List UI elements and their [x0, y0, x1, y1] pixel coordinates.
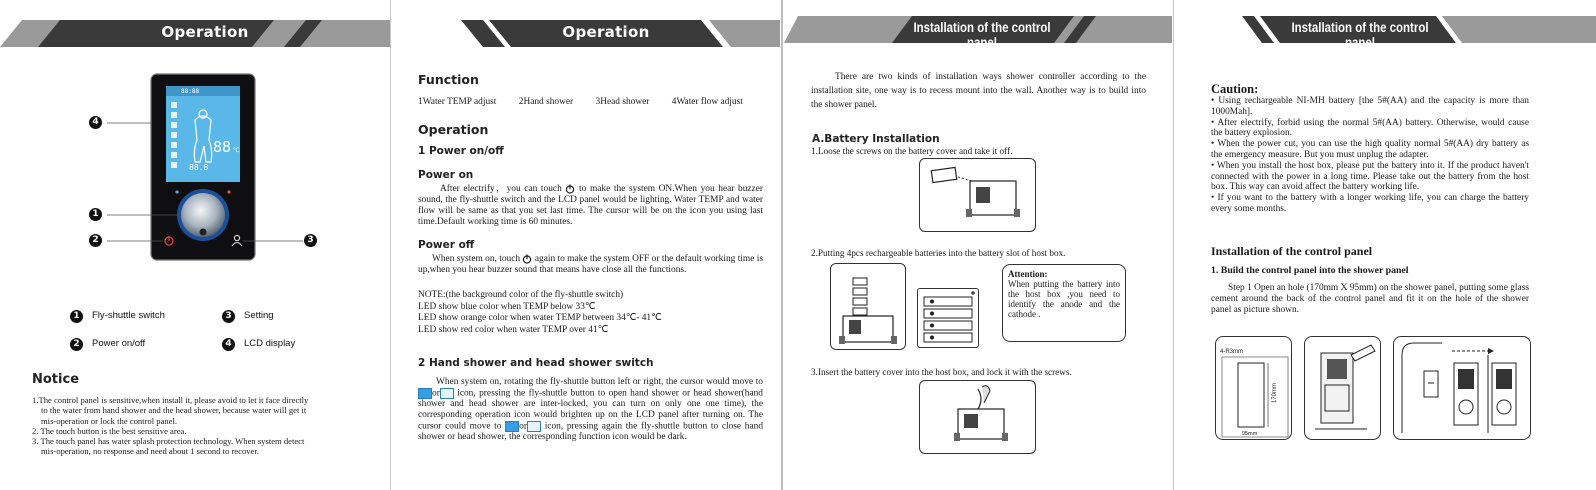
- legend-item-2: [70, 333, 145, 351]
- notice-line: to the water from hand shower and the head shower, because water will get it: [41, 405, 307, 416]
- legend-item-3: [222, 305, 274, 323]
- lcd-small-temp: 88.8: [189, 163, 209, 172]
- legend-badge: 3: [222, 310, 235, 323]
- caution-item: • After electrify, forbid using the normal 5#(AA) battery. Otherwise, would cause the battery explosion.: [1211, 117, 1529, 139]
- callout-3: 3: [304, 234, 317, 247]
- attention-box: [1002, 264, 1126, 342]
- illustration-lock-cover: [919, 380, 1036, 454]
- illustration-insert-batteries: [830, 263, 906, 350]
- lcd-time: 88:88: [181, 88, 200, 95]
- power-off-text: [418, 254, 763, 276]
- intro-paragraph: There are two kinds of installation ways shower controller according to the installation site, one way is to recess mount into the wall. Another way is to build into the shower panel.: [811, 72, 1146, 110]
- switch-text-c: icon, pressing again the fly-shuttle button to close hand shower or head shower, the corresponding function icon would be dark.: [418, 421, 764, 443]
- callout-2: 2: [89, 234, 102, 247]
- legend-item-1: [70, 305, 165, 323]
- page-title: Operation: [161, 23, 249, 41]
- notice-line: mis-operation, no response and need about 1 second to recover.: [41, 446, 259, 457]
- page-installation-right: [1174, 0, 1596, 490]
- switch-or: or: [519, 421, 527, 432]
- callout-4: 4: [89, 116, 102, 129]
- notice-line: 2. The touch button is the best sensitive area.: [32, 425, 187, 436]
- page-installation-left: [784, 0, 1172, 490]
- switch-text-a: When system on, rotating the fly-shuttle button left or right, the cursor would move to: [436, 377, 763, 387]
- head-shower-icon: [527, 421, 541, 432]
- page-operation-left: [0, 0, 390, 490]
- hand-shower-icon: [418, 388, 432, 399]
- notice-list: [32, 395, 372, 457]
- illustration-battery-slot: [917, 288, 979, 348]
- function-item: 1Water TEMP adjust: [418, 97, 497, 107]
- battery-step-2: 2.Putting 4pcs rechargeable batteries into the battery slot of host box.: [811, 248, 1066, 258]
- notice-line: 1.The control panel is sensitive,when install it, please avoid to let it face directly: [32, 395, 309, 405]
- legend-badge: 2: [70, 338, 83, 351]
- power-on-text: [418, 184, 763, 227]
- callout-1: 1: [89, 208, 102, 221]
- led-note: [418, 290, 763, 336]
- power-off-text-b: again to make the system OFF or the default working time is up,when you hear buzzer sound that means have close all the functions.: [418, 254, 763, 275]
- dimension-width: 95mm: [1242, 431, 1258, 437]
- power-on-text-a: After electrify，you can touch: [440, 184, 562, 195]
- power-section-title: 1 Power on/off: [418, 145, 504, 157]
- switch-text-b: icon, pressing the fly-shuttle button to open hand shower or head shower(hand shower and head shower are inter-locked, you can turn on only one one time), the corresponding operation icon would brighten up on the LCD panel after turning on. The cursor could move to: [418, 388, 763, 432]
- power-on-text-b: to make the system ON.When you hear buzzer sound, the fly-shuttle switch and the LCD panel would be lighting. Water TEMP and water flow will be same as that you set last time. The cursor will be on the icon you using last time.Default working time is 60 minutes.: [418, 184, 764, 227]
- note-line: LED show red color when water TEMP over 41℃: [418, 324, 609, 335]
- page-title: Operation: [562, 23, 650, 41]
- page-divider: [781, 0, 783, 490]
- lcd-temp-unit: ℃: [233, 147, 240, 154]
- legend-badge: 1: [70, 310, 83, 323]
- illustration-remove-cover: [919, 158, 1036, 232]
- caution-item: • Using rechargeable NI-MH battery [the 5#(AA) and the capacity is more than 1000Mah].: [1211, 96, 1529, 117]
- step1-paragraph: Step 1 Open an hole (170mm X 95mm) on the shower panel, putting some glass cement around the back of the control panel and fit it on the hole of the shower panel as picture shown.: [1211, 283, 1529, 315]
- legend-label: LCD display: [244, 338, 296, 349]
- head-shower-icon: [440, 388, 454, 399]
- battery-title: A.Battery Installation: [812, 133, 940, 145]
- function-item: 3Head shower: [595, 97, 650, 107]
- step1-text: [1211, 283, 1529, 315]
- notice-line: 3. The touch panel has water splash protection technology. When system detect: [32, 436, 305, 447]
- function-item: 2Hand shower: [518, 97, 574, 107]
- illustration-apply-glue: [1304, 336, 1381, 440]
- page-operation-right: [391, 0, 780, 490]
- note-line: LED show orange color when water TEMP between 34℃- 41℃: [418, 313, 662, 324]
- power-on-title: Power on: [418, 169, 474, 181]
- install-title: Installation of the control panel: [1211, 244, 1373, 258]
- attention-text: When putting the battery into the host box ,you need to identify the anode and the cathode .: [1008, 279, 1120, 319]
- legend-label: Fly-shuttle switch: [92, 310, 165, 321]
- function-title: Function: [418, 72, 479, 87]
- legend-label: Power on/off: [92, 338, 146, 349]
- page-title: Installation of the control panel: [913, 20, 1051, 50]
- caution-list: [1211, 96, 1529, 215]
- function-list: [418, 97, 763, 107]
- illustration-fit-panel: [1393, 336, 1531, 440]
- notice-line: mis-operation or lock the control panel.: [41, 415, 178, 426]
- function-item: 4Water flow adjust: [671, 97, 743, 107]
- build-title: 1. Build the control panel into the shower panel: [1211, 265, 1409, 276]
- switch-text: [418, 377, 763, 443]
- note-line: LED show blue color when TEMP below 33℃: [418, 301, 596, 312]
- legend-item-4: [222, 333, 295, 351]
- attention-title: Attention:: [1008, 269, 1048, 279]
- hand-shower-icon: [505, 421, 519, 432]
- caution-item: • If you want to the battery with a longer working life, you can charge the battery every some months.: [1211, 193, 1529, 214]
- note-line: NOTE:(the background color of the fly-shuttle switch): [418, 290, 624, 300]
- power-off-title: Power off: [418, 239, 475, 251]
- caution-title: Caution:: [1211, 82, 1259, 96]
- dimension-radius: 4-R3mm: [1220, 349, 1244, 355]
- legend-badge: 4: [222, 338, 235, 351]
- intro-text: [811, 70, 1146, 112]
- battery-step-1: 1.Loose the screws on the battery cover and take it off.: [811, 146, 1013, 156]
- caution-item: • When the power cut, you can use the high quality normal 5#(AA) dry battery as the emergency measure. But you must unplug the adapter.: [1211, 139, 1529, 160]
- illustration-cutout-hole: [1215, 336, 1292, 440]
- power-icon: [522, 254, 532, 264]
- battery-step-3: 3.Insert the battery cover into the host box, and lock it with the screws.: [811, 367, 1072, 377]
- power-icon: [565, 184, 575, 194]
- notice-title: Notice: [32, 372, 80, 387]
- lcd-temp: 88: [213, 138, 232, 156]
- operation-title: Operation: [418, 122, 489, 137]
- switch-title: 2 Hand shower and head shower switch: [418, 357, 654, 369]
- legend-label: Setting: [244, 310, 274, 321]
- switch-or: or: [432, 388, 440, 399]
- power-off-text-a: When system on, touch: [432, 254, 521, 265]
- caution-item: • When you install the host box, please put the battery into it. If the product haven't connected with the power in a long time. Please take out the battery from the host box. This way can avoid affect the battery working life.: [1211, 160, 1529, 193]
- page-title: Installation of the control panel: [1291, 20, 1429, 50]
- dimension-height: 170mm: [1272, 382, 1278, 403]
